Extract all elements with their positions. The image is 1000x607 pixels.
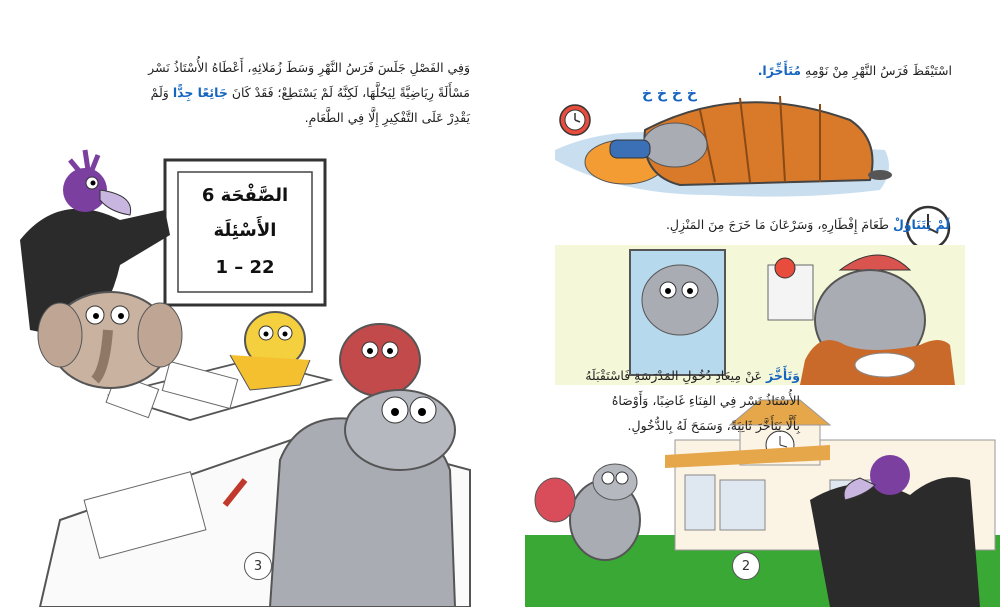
- board-line-2: الأَسْئِلَة: [213, 220, 277, 241]
- para3-text: عَنْ مِيعَادِ دُخُولِ المَدْرَسَةِ فَاسْتَقْبَلَهُ: [585, 368, 763, 383]
- left-text-line-1: وَفِي الفَصْلِ جَلَسَ فَرَسُ النَّهْرِ وَسَطَ زُمَلائِهِ، أَعْطَاهُ الأُسْتَاذُ نَسْر: [148, 60, 470, 75]
- door-hippo: [630, 250, 725, 375]
- board-line-1: الصَّفْحَة 6: [201, 185, 289, 206]
- left-text-line-3: يَقْدِرْ عَلَى التَّفْكِيرِ إِلَّا فِي الطَّعَامِ.: [304, 110, 470, 125]
- right-page: [500, 0, 1000, 607]
- highlight-hungry: جَائِعًا جِدًّا: [172, 85, 228, 100]
- para3-line-3: بِأَلَّا يَتَأَخَّرَ ثَانِيَةً، وَسَمَحَ لَهُ بِالدُّخُولِ.: [627, 418, 800, 433]
- highlight-was-late: وَتَأَخَّرَ: [766, 368, 800, 383]
- board-line-3: 1 – 22: [215, 257, 275, 278]
- bedroom-illustration: [500, 0, 1000, 607]
- highlight-did-not-eat: لَمْ يَتَنَاوَلْ: [892, 217, 950, 232]
- right-para-3: [520, 363, 800, 438]
- para1-text: اسْتَيْقَظَ فَرَسُ النَّهْرِ مِنْ نَوْمِهِ: [805, 63, 952, 78]
- elephant-student: [38, 292, 182, 388]
- left-text-line-2a: مَسْأَلَةً رِيَاضِيَّةً لِيَحُلَّهَا، لَكِنَّهُ لَمْ يَسْتَطِعْ؛ فَقَدْ كَانَ: [231, 85, 470, 100]
- para3-line-2: الأُسْتَاذُ نَسْر فِي الفِنَاءِ غَاضِبًا، وَأَوْصَاهُ: [611, 393, 800, 408]
- para2-text: طَعَامَ إِفْطَارِهِ، وَسَرْعَانَ مَا خَرَجَ مِنَ المَنْزِلِ.: [665, 217, 889, 232]
- para3-line-1: [520, 363, 800, 388]
- page-number-left: 3: [244, 552, 272, 580]
- alarm-clock: [560, 105, 590, 135]
- highlight-late: مُتَأَخِّرًا.: [757, 63, 802, 78]
- page-number-right: 2: [732, 552, 760, 580]
- monkey-student: [340, 324, 420, 396]
- left-text-line-2b: وَلَمْ: [150, 85, 169, 100]
- snore-text: خ خ خ خ: [642, 86, 697, 102]
- right-para-2: [550, 212, 950, 237]
